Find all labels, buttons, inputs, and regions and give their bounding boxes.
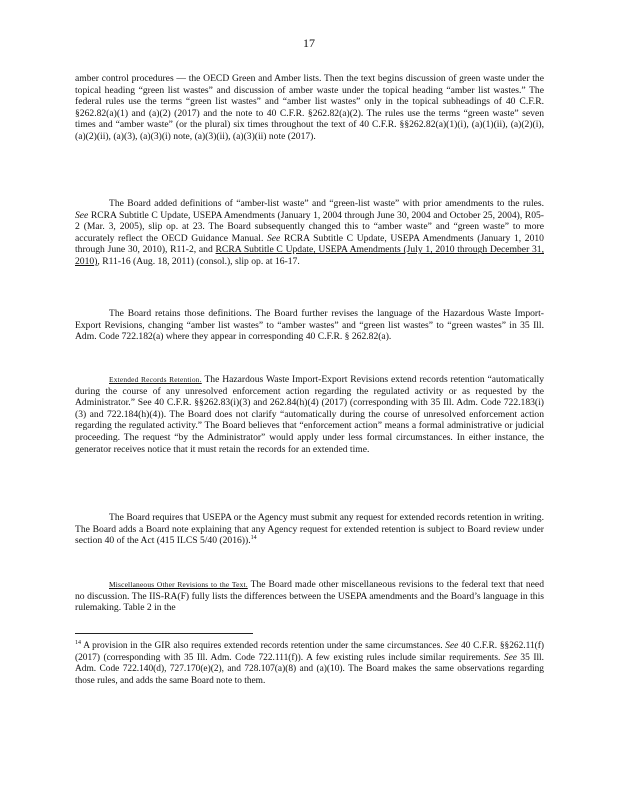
- page-number: 17: [303, 36, 315, 50]
- para6-text: The Board made other miscellaneous revisions to the federal text that need no discussion. The IIS-RA(F) fully lists the differences between the USEPA amendments and the Board’s language in this rulemaking. Table 2 in the: [75, 579, 544, 614]
- paragraph-miscellaneous-revisions: [75, 579, 544, 614]
- paragraph-green-amber-lists: amber control procedures — the OECD Green and Amber lists. Then the text begins discussion of green waste under the topical heading “green list wastes” and discussion of amber waste under the topical heading “amber list wastes.” The federal rules use the terms “green list wastes” and “amber list wastes” only in the topical subheadings of 40 C.F.R. §262.82(a)(1) and (a)(2) (2017) and the note to 40 C.F.R. §262.82(a)(2). The rules use the terms “green waste” seven times and “amber waste” (or the plural) six times throughout the text of 40 C.F.R. §§262.82(a)(1)(i), (a)(1)(ii), (a)(2)(i), (a)(2)(ii), (a)(3), (a)(3)(i) note, (a)(3)(ii), (a)(3)(ii) note (2017).: [75, 73, 544, 142]
- footnote-divider: [75, 633, 253, 634]
- see-signal: See: [503, 652, 517, 663]
- footnote-reference: 14: [250, 535, 257, 541]
- para2-text-a: The Board added definitions of “amber-list waste” and “green-list waste” with prior amendments to the rules.: [109, 198, 544, 209]
- paragraph-extended-records-retention: [75, 374, 544, 455]
- para5-text: The Board requires that USEPA or the Agency must submit any request for extended records retention in writing. The Board adds a Board note explaining that any Agency request for extended retention is subject to Board review under section 40 of the Act (415 ILCS 5/40 (2016)).: [75, 512, 544, 547]
- footnote-text-c: 35 Ill. Adm. Code 722.140(d), 727.170(e)(2), and 728.107(a)(8) and (a)(10). The Board makes the same observations regarding those rules, and adds the same Board note to them.: [75, 652, 545, 686]
- underlined-citation: RCRA Subtitle C Update, USEPA Amendments (July 1, 2010 through December 31, 2010): [75, 244, 544, 267]
- para4-text: The Hazardous Waste Import-Export Revisions extend records retention “automatically during the course of any unresolved enforcement action regarding the regulated activity or as requested by the Administrator.” See 40 C.F.R. §§262.83(i)(3) and 262.84(h)(4) (2017) (corresponding with 35 Ill. Adm. Code 722.183(i)(3) and 722.184(h)(4)). The Board does not clarify “automatically during the course of unresolved enforcement action regarding the regulated activity.” The Board believes that “enforcement action” means a formal administrative or judicial proceeding. The request “by the Administrator” would apply under less formal circumstances. In either instance, the generator receives notice that it must retain the records for an extended time.: [75, 374, 544, 455]
- section-heading-miscellaneous: Miscellaneous Other Revisions to the Text.: [109, 580, 248, 589]
- para2-text-c: RCRA Subtitle C Update, USEPA Amendments (January 1, 2010 through June 30, 2010), R11-2, and: [75, 232, 544, 256]
- paragraph-written-request: [75, 512, 544, 547]
- footnote-marker: 14: [75, 639, 81, 646]
- see-signal: See: [445, 641, 459, 651]
- footnote-14: [75, 641, 544, 687]
- see-signal: See: [75, 209, 89, 221]
- para2-text-b: RCRA Subtitle C Update, USEPA Amendments (January 1, 2004 through June 30, 2004 and October 25, 2004), R05-2 (Mar. 3, 2005), slip op. at 23. The Board subsequently changed this to “amber waste” and “green waste” to more accurately reflect the OECD Guidance Manual.: [75, 209, 544, 244]
- see-signal: See: [267, 232, 281, 244]
- section-heading-extended-records: Extended Records Retention.: [109, 375, 202, 384]
- paragraph-retains-definitions: The Board retains those definitions. The Board further revises the language of the Hazardous Waste Import-Export Revisions, changing “amber list wastes” to “amber wastes” and “green list wastes” to “green wastes” in 35 Ill. Adm. Code 722.182(a) where they appear in corresponding 40 C.F.R. § 262.82(a).: [75, 308, 544, 343]
- para2-text-d: , R11-16 (Aug. 18, 2011) (consol.), slip op. at 16-17.: [97, 255, 300, 267]
- paragraph-prior-definitions: [75, 198, 544, 268]
- footnote-text-b: 40 C.F.R. §§262.11(f) (2017) (corresponding with 35 Ill. Adm. Code 722.111(f)). A few existing rules include similar requirements.: [75, 641, 544, 663]
- footnote-text-a: A provision in the GIR also requires extended records retention under the same circumstances.: [81, 641, 446, 651]
